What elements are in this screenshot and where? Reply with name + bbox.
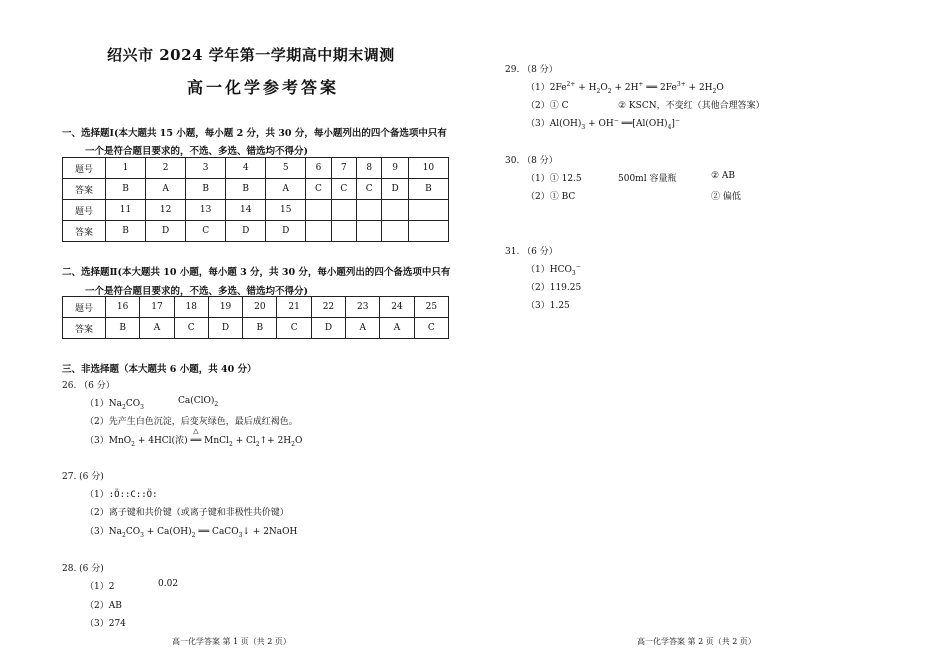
row-label: 题号 bbox=[63, 158, 106, 179]
q29-answer-3: $(3)Al(OH)_3 + OH^-$ $══[Al(OH)_4]^-$ bbox=[526, 117, 680, 131]
table-cell bbox=[357, 200, 382, 221]
table-cell: 10 bbox=[408, 158, 448, 179]
table-cell: C bbox=[357, 179, 382, 200]
row-label: 答案 bbox=[63, 318, 106, 339]
section2-heading-cont: 一个是符合题目要求的，不选、多选、错选均不得分) bbox=[85, 286, 308, 297]
section2-heading: 二、选择题Ⅱ(本大题共 10 小题，每小题 3 分，共 30 分，每小题列出的四个备选项中只有 bbox=[62, 267, 451, 278]
table-cell: 4 bbox=[226, 158, 266, 179]
q30-answer-1b: 500ml 容量瓶 bbox=[618, 174, 677, 184]
table-cell: D bbox=[146, 221, 186, 242]
table-cell: B bbox=[106, 179, 146, 200]
table-cell: C bbox=[306, 179, 331, 200]
q27-answer-3: $(3)Na_2CO_3 + Ca(OH)_2$ ══ CaCO$_3$↓ + 2NaOH bbox=[85, 527, 298, 539]
table-cell: D bbox=[226, 221, 266, 242]
q31-answer-1: $(1)HCO_3^-$ bbox=[526, 263, 581, 277]
table-row bbox=[63, 221, 449, 242]
page-title: 绍兴市 2024 学年第一学期高中期末调测 bbox=[107, 46, 395, 64]
table-cell: 18 bbox=[174, 297, 208, 318]
table-cell: 20 bbox=[243, 297, 277, 318]
table-cell: 22 bbox=[311, 297, 345, 318]
table-cell: 15 bbox=[266, 200, 306, 221]
table-cell: A bbox=[266, 179, 306, 200]
q31-answer-3: （3）1.25 bbox=[526, 301, 570, 311]
q29-header: 29. （8 分） bbox=[505, 65, 558, 75]
page1-footer: 高一化学答案 第 1 页（共 2 页） bbox=[172, 637, 291, 646]
table-cell bbox=[331, 200, 356, 221]
q28-header: 28. (6 分) bbox=[62, 564, 104, 574]
table-cell bbox=[408, 200, 448, 221]
table-cell: D bbox=[208, 318, 242, 339]
table-cell: C bbox=[174, 318, 208, 339]
table-row bbox=[63, 200, 449, 221]
q27-header: 27. (6 分) bbox=[62, 472, 104, 482]
q27-answer-1: （1）:Ö::C::Ö: bbox=[85, 490, 158, 500]
table-cell: B bbox=[226, 179, 266, 200]
table-cell bbox=[306, 200, 331, 221]
table-cell: 1 bbox=[106, 158, 146, 179]
answer-table-1 bbox=[62, 157, 449, 242]
table-cell bbox=[408, 221, 448, 242]
table-cell: 13 bbox=[186, 200, 226, 221]
q30-answer-2: （2）① BC bbox=[526, 192, 576, 202]
table-cell bbox=[382, 200, 408, 221]
page2-footer: 高一化学答案 第 2 页（共 2 页） bbox=[637, 637, 756, 646]
section1-heading: 一、选择题Ⅰ(本大题共 15 小题，每小题 2 分，共 30 分，每小题列出的四个备选项中只有 bbox=[62, 128, 447, 139]
q28-answer-1: （1）2 bbox=[85, 582, 115, 592]
section1-heading-cont: 一个是符合题目要求的，不选、多选、错选均不得分) bbox=[85, 146, 308, 157]
q27-answer-2: （2）离子键和共价键（或离子键和非极性共价键） bbox=[85, 508, 289, 518]
q31-header: 31. （6 分） bbox=[505, 247, 558, 257]
q30-answer-1: （1）① 12.5 bbox=[526, 174, 582, 184]
q28-answer-2: （2）AB bbox=[85, 601, 122, 611]
q30-answer-2c: ② 偏低 bbox=[711, 192, 741, 202]
table-row bbox=[63, 318, 449, 339]
table-cell: A bbox=[140, 318, 174, 339]
q28-answer-1b: 0.02 bbox=[158, 579, 179, 589]
table-cell: 5 bbox=[266, 158, 306, 179]
table-cell: A bbox=[146, 179, 186, 200]
answer-table-2 bbox=[62, 296, 449, 339]
table-cell: C bbox=[186, 221, 226, 242]
table-cell: 19 bbox=[208, 297, 242, 318]
table-cell: B bbox=[243, 318, 277, 339]
table-cell: 8 bbox=[357, 158, 382, 179]
row-label: 答案 bbox=[63, 179, 106, 200]
table-row bbox=[63, 179, 449, 200]
table-cell: 17 bbox=[140, 297, 174, 318]
q30-header: 30. （8 分） bbox=[505, 156, 558, 166]
table-cell: 11 bbox=[106, 200, 146, 221]
table-cell: 7 bbox=[331, 158, 356, 179]
table-cell: 2 bbox=[146, 158, 186, 179]
table-cell: B bbox=[106, 318, 140, 339]
table-cell: 21 bbox=[277, 297, 311, 318]
row-label: 题号 bbox=[63, 297, 106, 318]
page-subtitle: 高一化学参考答案 bbox=[187, 78, 340, 97]
q26-answer-2: （2）先产生白色沉淀，后变灰绿色，最后成红褐色。 bbox=[85, 417, 298, 427]
table-cell: D bbox=[266, 221, 306, 242]
table-cell: C bbox=[414, 318, 448, 339]
table-cell: 9 bbox=[382, 158, 408, 179]
table-cell: 3 bbox=[186, 158, 226, 179]
q31-answer-2: （2）119.25 bbox=[526, 283, 582, 293]
table-cell: 23 bbox=[346, 297, 380, 318]
table-cell bbox=[382, 221, 408, 242]
q29-answer-2: （2）① C bbox=[526, 101, 569, 111]
table-cell: B bbox=[106, 221, 146, 242]
q28-answer-3: （3）274 bbox=[85, 619, 126, 629]
table-cell bbox=[357, 221, 382, 242]
table-cell: 6 bbox=[306, 158, 331, 179]
table-cell: B bbox=[408, 179, 448, 200]
heating-equals-sign: △ ══ bbox=[190, 427, 202, 446]
q29-answer-1: $(1)2Fe^{2+} + H_2O_2 + 2H^+$ ══ $2Fe^{3+} + 2H_2O$ bbox=[526, 81, 724, 95]
table-cell: D bbox=[382, 179, 408, 200]
table-cell: 16 bbox=[106, 297, 140, 318]
table-cell bbox=[306, 221, 331, 242]
table-row bbox=[63, 158, 449, 179]
section3-heading: 三、非选择题（本大题共 6 小题，共 40 分） bbox=[62, 364, 257, 375]
q26-answer-3: （3）MnO$_2$ + 4HCl(浓) △ ══ MnCl$_2$ + $Cl_2↑+ 2H_2O$ bbox=[85, 427, 303, 448]
table-cell: A bbox=[380, 318, 414, 339]
table-cell: A bbox=[346, 318, 380, 339]
q29-answer-2b: ② KSCN，不变红（其他合理答案） bbox=[618, 101, 765, 111]
table-cell: 14 bbox=[226, 200, 266, 221]
q30-answer-1c: ② AB bbox=[711, 171, 736, 181]
q26-header: 26. （6 分） bbox=[62, 381, 115, 391]
table-cell: C bbox=[331, 179, 356, 200]
table-cell: B bbox=[186, 179, 226, 200]
table-cell: 25 bbox=[414, 297, 448, 318]
table-cell: D bbox=[311, 318, 345, 339]
q26-answer-1b: $Ca(ClO)_2$ bbox=[178, 396, 219, 408]
table-row bbox=[63, 297, 449, 318]
table-cell: 24 bbox=[380, 297, 414, 318]
q26-answer-1: $(1)Na_2CO_3$ bbox=[85, 399, 144, 411]
table-cell bbox=[331, 221, 356, 242]
table-cell: C bbox=[277, 318, 311, 339]
row-label: 答案 bbox=[63, 221, 106, 242]
electron-dot-formula: :Ö::C::Ö: bbox=[108, 490, 158, 500]
row-label: 题号 bbox=[63, 200, 106, 221]
table-cell: 12 bbox=[146, 200, 186, 221]
